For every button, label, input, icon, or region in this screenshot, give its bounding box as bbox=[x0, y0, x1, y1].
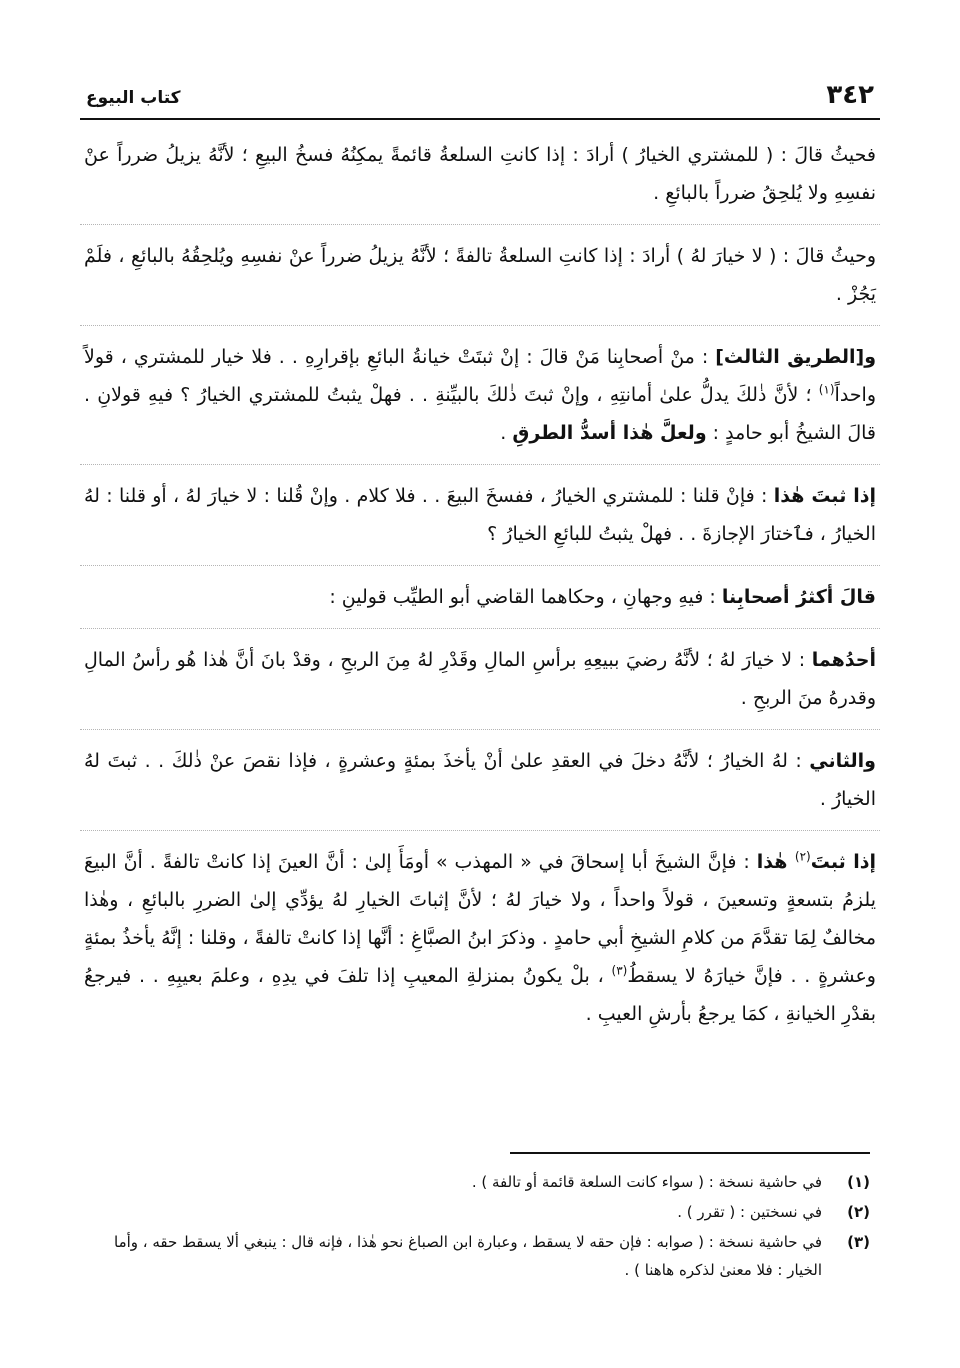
paragraph-lead: والثاني bbox=[809, 750, 876, 772]
footnote-ref[interactable]: (٢) bbox=[794, 849, 811, 864]
paragraph-lead: قالَ أكثرُ أصحابِنا bbox=[721, 586, 876, 608]
book-page bbox=[80, 78, 880, 1338]
paragraph-lead: إذا ثبتَ هٰذا bbox=[773, 485, 876, 507]
paragraph-text: . bbox=[500, 422, 513, 444]
paragraph-text: : فإنَّ الشيخَ أبا إسحاقَ في « المهذب » أومَأَ إلىٰ : أنَّ العينَ إذا كانتْ تالفةً . أنَّ البيعَ يلزمُ بتسعةٍ وتسعينَ ، قولاً واحداً ، ولا خيارَ لهُ ؛ لأنَّ إثباتَ الخيارِ لهُ يؤدِّي إلىٰ الضررِ بالبائعِ ، وهٰذا مخالفٌ لِمَا تقدَّمَ من كلامِ الشيخِ أبي حامدٍ . وذكرَ ابنُ الصبَّاغِ : أنَّها إذا كانتْ تالفةً ، وقلنا : إنَّهُ يأخذُ بمئةٍ وعشرةٍ . . فإنَّ خيارَهُ لا يسقطُ bbox=[84, 851, 876, 987]
paragraph bbox=[80, 742, 880, 831]
paragraph bbox=[80, 843, 880, 1045]
paragraph-text: ، بلْ يكونُ بمنزلةِ المعيبِ إذا تلفَ في يدِهِ ، وعلمَ بعيبِهِ . . فيرجعُ بقدْرِ الخيانةِ ، كمَا يرجعُ بأرشِ العيبِ . bbox=[84, 965, 876, 1025]
footnote bbox=[100, 1228, 870, 1284]
paragraph bbox=[80, 338, 880, 465]
paragraph-lead: إذا ثبتَ bbox=[810, 851, 876, 873]
footnotes bbox=[100, 1168, 870, 1286]
paragraph bbox=[80, 641, 880, 730]
paragraph-text: وحيثُ قالَ : ( لا خيارَ لهُ ) أرادَ : إذا كانتِ السلعةُ تالفةً ؛ لأنَّهُ يزيلُ ضرراً عنْ نفسِهِ ويُلحِقُهُ بالبائعِ ، فلَمْ يَجُزْ . bbox=[84, 245, 876, 305]
footnote-text: في نسختين : ( تقرر ) . bbox=[677, 1203, 822, 1221]
main-text bbox=[80, 136, 880, 1057]
page-header bbox=[80, 78, 880, 120]
paragraph-lead: و[الطريق الثالث] bbox=[715, 346, 876, 368]
paragraph bbox=[80, 477, 880, 566]
paragraph bbox=[80, 578, 880, 629]
paragraph-text: : لا خيارَ لهُ ؛ لأنَّهُ رضيَ ببيعِهِ برأسِ المالِ وقَدْرِ لهُ مِنَ الربحِ ، وقدْ بانَ أنَّ هٰذا هُو رأسُ المالِ وقدرهُ منَ الربحِ . bbox=[84, 649, 876, 709]
footnote-number: (١) bbox=[847, 1173, 870, 1191]
footnote bbox=[100, 1198, 870, 1226]
footnote-divider bbox=[510, 1152, 870, 1154]
paragraph-text: فحيثُ قالَ : ( للمشتري الخيارُ ) أرادَ : إذا كانتِ السلعةُ قائمةً يمكِنُهُ فسخُ البيعِ ؛ لأنَّهُ يزيلُ ضرراً عنْ نفسِهِ ولا يُلحِقُ ضرراً بالبائعِ . bbox=[84, 144, 876, 204]
footnote-number: (٢) bbox=[847, 1203, 870, 1221]
paragraph-lead: هٰذا bbox=[756, 851, 795, 873]
paragraph-emphasis: ولعلَّ هٰذا أسدُّ الطرقِ bbox=[512, 422, 707, 444]
book-title: كتاب البيوع bbox=[86, 88, 181, 108]
footnote bbox=[100, 1168, 870, 1196]
paragraph-lead: أحدُهما bbox=[811, 649, 876, 671]
paragraph-text: ؛ لأنَّ ذٰلكَ يدلُّ علىٰ أمانتِهِ ، وإنْ ثبتَ ذٰلكَ بالبيِّنةِ . . فهلْ يثبتُ للمشتري الخيارُ ؟ فيهِ قولانِ . قالَ الشيخُ أبو حامدٍ : bbox=[84, 384, 876, 444]
footnote-text: في حاشية نسخة : ( صوابه : فإن حقه لا يسقط ، وعبارة ابن الصباغ نحو هٰذا ، فإنه قال : ينبغي ألا يسقط حقه ، وأما الخيار : فلا معنىٰ لذكره هاهنا ) . bbox=[114, 1233, 822, 1279]
footnote-text: في حاشية نسخة : ( سواء كانت السلعة قائمة أو تالفة ) . bbox=[471, 1173, 822, 1191]
footnote-number: (٣) bbox=[847, 1233, 870, 1251]
page-number: ٣٤٢ bbox=[826, 80, 874, 110]
paragraph-text: : منْ أصحابِنا مَنْ قالَ : إنْ ثبتَتْ خيانةُ البائعِ بإقرارِهِ . . فلا خيار للمشتري ، قولاً واحداً bbox=[84, 346, 876, 406]
footnote-ref[interactable]: (٣) bbox=[611, 963, 628, 978]
paragraph bbox=[80, 237, 880, 326]
paragraph-text: : فإنْ قلنا : للمشتري الخيارُ ، ففسخَ البيعَ . . فلا كلام . وإنْ قُلنا : لا خيارَ لهُ ، أو قلنا : لهُ الخيارُ ، فٱختارَ الإجازةَ . . فهلْ يثبتُ للبائعِ الخيارُ ؟ bbox=[84, 485, 876, 545]
footnote-ref[interactable]: (١) bbox=[818, 382, 835, 397]
paragraph bbox=[80, 136, 880, 225]
paragraph-text: : لهُ الخيارُ ؛ لأنَّهُ دخلَ في العقدِ علىٰ أنْ يأخذَ بمئةٍ وعشرةٍ ، فإذا نقصَ عنْ ذٰلكَ . . ثبتَ لهُ الخيارُ . bbox=[84, 750, 876, 810]
paragraph-text: : فيهِ وجهانِ ، وحكاهما القاضي أبو الطيِّب قولينِ : bbox=[329, 586, 722, 608]
